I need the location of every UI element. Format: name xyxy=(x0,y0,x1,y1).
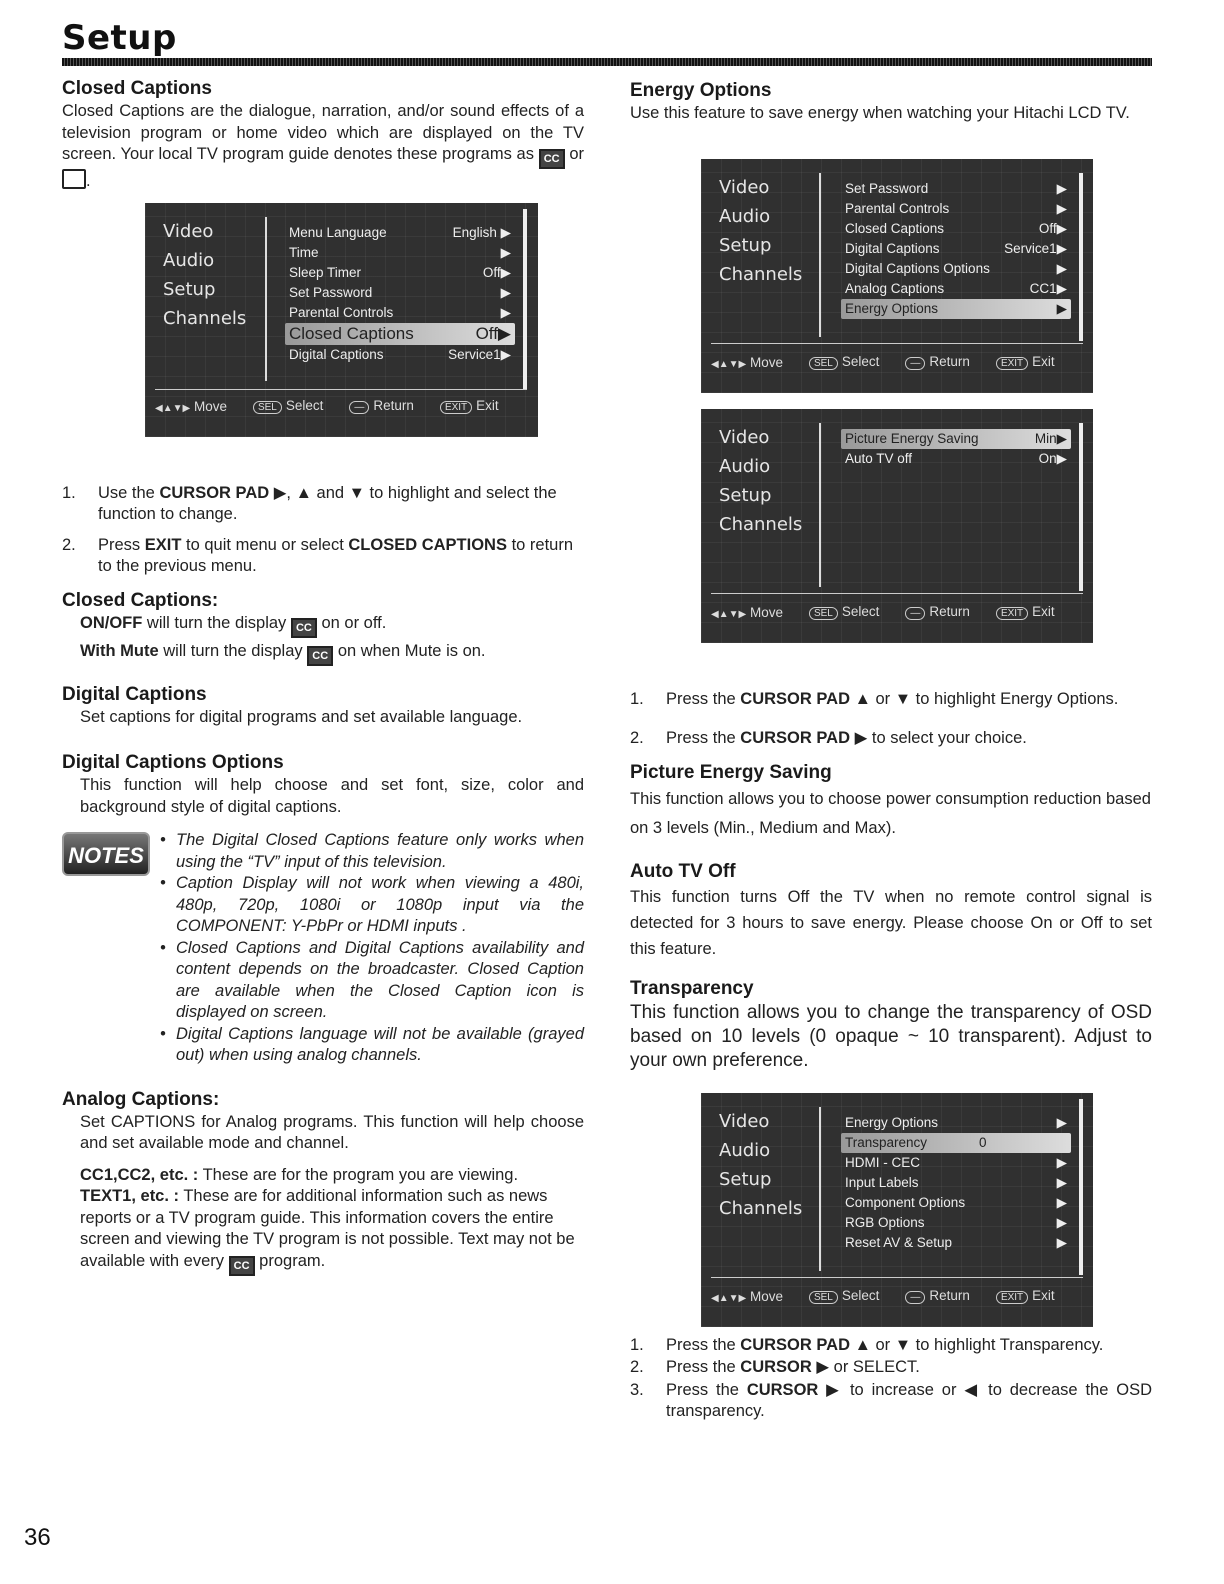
osd-category: Setup xyxy=(163,279,216,300)
closed-captions-heading: Closed Captions xyxy=(62,78,212,99)
cursor-pad-icon: ◀▲▼▶ xyxy=(155,402,191,414)
list-item: • The Digital Closed Captions feature only works when using the “TV” input of this television. xyxy=(158,830,584,873)
osd-category: Channels xyxy=(719,264,803,285)
osd-item: Parental Controls ▶ xyxy=(289,305,511,320)
osd-hint-rule xyxy=(711,1277,1083,1278)
osd-hint-bar xyxy=(155,398,499,414)
cc-icon: CC xyxy=(539,149,565,169)
osd-item: Closed Captions Off▶ xyxy=(845,221,1067,236)
osd-scrollbar xyxy=(1079,173,1083,341)
digital-captions-heading: Digital Captions xyxy=(62,683,207,705)
osd-scrollbar xyxy=(1079,1099,1083,1275)
osd-item-highlighted: Picture Energy Saving Min▶ xyxy=(841,429,1071,449)
osd-item: Set Password ▶ xyxy=(845,181,1067,196)
osd-item: Reset AV & Setup ▶ xyxy=(845,1235,1067,1250)
osd-item: Digital Captions Service1▶ xyxy=(289,347,511,362)
analog-captions-heading: Analog Captions: xyxy=(62,1088,220,1110)
list-item: 1. Press the CURSOR PAD ▲ or ▼ to highlight Energy Options. xyxy=(630,689,1119,708)
osd-item: Input Labels ▶ xyxy=(845,1175,1067,1190)
osd-item: Menu Language English ▶ xyxy=(289,225,511,240)
cc-onoff-text: ON/OFF will turn the display CC on or off. xyxy=(62,613,584,638)
caption-bubble-icon xyxy=(62,169,86,189)
return-hint: — Return xyxy=(349,398,414,414)
osd-scrollbar xyxy=(1079,423,1083,591)
cc-icon: CC xyxy=(229,1256,255,1276)
list-item: • Caption Display will not work when viewing a 480i, 480p, 720p, 1080i or 1080p input via the COMPONENT: Y-PbPr or HDMI inputs . xyxy=(158,873,584,938)
cc-mute-text: With Mute will turn the display CC on when Mute is on. xyxy=(62,641,584,666)
osd-item-highlighted: Closed Captions Off▶ xyxy=(285,323,515,345)
osd-category: Channels xyxy=(719,514,803,535)
osd-category: Audio xyxy=(719,456,771,477)
analog-captions-body: Set CAPTIONS for Analog programs. This function will help choose and set available mode and channel. xyxy=(80,1112,584,1152)
osd-category: Video xyxy=(719,177,770,198)
osd-item: Time ▶ xyxy=(289,245,511,260)
osd-category: Video xyxy=(719,427,770,448)
osd-transparency-menu xyxy=(701,1093,1093,1327)
osd-item: RGB Options ▶ xyxy=(845,1215,1067,1230)
digital-options-heading: Digital Captions Options xyxy=(62,752,284,773)
list-item: 2. Press the CURSOR ▶ or SELECT. xyxy=(630,1358,920,1376)
energy-options-body: Use this feature to save energy when watching your Hitachi LCD TV. xyxy=(630,104,1130,122)
osd-item: Energy Options ▶ xyxy=(845,1115,1067,1130)
list-item: • Digital Captions language will not be available (grayed out) when using analog channels. xyxy=(158,1024,584,1067)
select-hint: SEL Select xyxy=(809,604,879,620)
osd-divider xyxy=(819,423,821,587)
osd-item-list xyxy=(285,223,515,365)
digital-options-body: This function will help choose and set font, size, color and background style of digital captions. xyxy=(80,776,584,816)
osd-category: Audio xyxy=(719,206,771,227)
list-item: 2. Press EXIT to quit menu or select CLOSED CAPTIONS to return to the previous menu. xyxy=(62,535,574,575)
page-title: Setup xyxy=(62,18,177,58)
osd-category: Setup xyxy=(719,235,772,256)
return-hint: — Return xyxy=(905,604,970,620)
cursor-pad-icon: ◀▲▼▶ xyxy=(711,1292,747,1304)
osd-item: Component Options ▶ xyxy=(845,1195,1067,1210)
osd-category: Channels xyxy=(719,1198,803,1219)
osd-item-list xyxy=(841,429,1071,469)
list-item: 3. Press the CURSOR ▶ to increase or ◀ to decrease the OSD transparency. xyxy=(630,1380,1152,1420)
notes-list xyxy=(158,830,584,1067)
osd-divider xyxy=(819,1107,821,1271)
osd-hint-bar xyxy=(711,604,1055,620)
closed-captions-body: Closed Captions are the dialogue, narration, and/or sound effects of a television program or home video which are displayed on the TV screen. Your local TV program guide denotes these programs as CC or . xyxy=(62,102,585,190)
osd-setup-menu xyxy=(145,203,538,437)
osd-item-highlighted: Transparency 0 xyxy=(841,1133,1071,1153)
energy-steps xyxy=(630,689,1152,750)
osd-hint-rule xyxy=(711,343,1083,344)
move-hint: ◀▲▼▶ Move xyxy=(711,1288,783,1304)
list-item: 1. Use the CURSOR PAD ▶, ▲ and ▼ to highlight and select the function to change. xyxy=(62,483,557,523)
osd-item: Digital Captions Options ▶ xyxy=(845,261,1067,276)
osd-category-list xyxy=(719,423,802,539)
osd-category: Video xyxy=(719,1111,770,1132)
osd-energy-menu xyxy=(701,159,1093,393)
osd-hint-rule xyxy=(155,389,527,390)
osd-category-list xyxy=(719,173,802,289)
cc-channels-text: CC1,CC2, etc. : These are for the program you are viewing. xyxy=(80,1165,519,1184)
osd-divider xyxy=(819,173,821,337)
exit-hint: EXIT Exit xyxy=(996,604,1055,620)
exit-hint: EXIT Exit xyxy=(996,1288,1055,1304)
osd-category: Audio xyxy=(719,1140,771,1161)
osd-divider xyxy=(265,217,267,381)
move-hint: ◀▲▼▶ Move xyxy=(711,354,783,370)
exit-hint: EXIT Exit xyxy=(440,398,499,414)
picture-energy-heading: Picture Energy Saving xyxy=(630,761,832,783)
notes-box xyxy=(62,830,584,1067)
cc-icon: CC xyxy=(307,646,333,666)
osd-item: Sleep Timer Off▶ xyxy=(289,265,511,280)
osd-item-highlighted: Energy Options ▶ xyxy=(841,299,1071,319)
cc-steps xyxy=(62,483,584,578)
move-hint: ◀▲▼▶ Move xyxy=(155,398,227,414)
move-hint: ◀▲▼▶ Move xyxy=(711,604,783,620)
osd-hint-bar xyxy=(711,1288,1055,1304)
osd-hint-rule xyxy=(711,593,1083,594)
osd-item: HDMI - CEC ▶ xyxy=(845,1155,1067,1170)
cc-options-heading: Closed Captions: xyxy=(62,589,219,611)
list-item: • Closed Captions and Digital Captions availability and content depends on the broadcaster. Closed Caption are available when the Closed Caption icon is displayed on screen. xyxy=(158,938,584,1024)
osd-item: Set Password ▶ xyxy=(289,285,511,300)
osd-category-list xyxy=(719,1107,802,1223)
title-rule xyxy=(62,58,1152,66)
select-hint: SEL Select xyxy=(253,398,323,414)
osd-category: Channels xyxy=(163,308,247,329)
return-hint: — Return xyxy=(905,1288,970,1304)
osd-energy-submenu xyxy=(701,409,1093,643)
transparency-body: This function allows you to change the transparency of OSD based on 10 levels (0 opaque ~ 10 transparent). Adjust to your own preference. xyxy=(630,1001,1152,1071)
osd-item: Auto TV off On▶ xyxy=(845,451,1067,466)
osd-category: Setup xyxy=(719,1169,772,1190)
osd-category: Video xyxy=(163,221,214,242)
cc-icon: CC xyxy=(291,618,317,638)
return-hint: — Return xyxy=(905,354,970,370)
osd-scrollbar xyxy=(523,209,527,389)
select-hint: SEL Select xyxy=(809,1288,879,1304)
osd-category: Audio xyxy=(163,250,215,271)
select-hint: SEL Select xyxy=(809,354,879,370)
auto-off-body: This function turns Off the TV when no remote control signal is detected for 3 hours to save energy. Please choose On or Off to set this feature. xyxy=(630,887,1152,958)
exit-hint: EXIT Exit xyxy=(996,354,1055,370)
osd-item: Analog Captions CC1▶ xyxy=(845,281,1067,296)
osd-item-list xyxy=(841,1113,1071,1253)
osd-item: Parental Controls ▶ xyxy=(845,201,1067,216)
transparency-heading: Transparency xyxy=(630,977,754,999)
text-channels-text: TEXT1, etc. : These are for additional information such as news reports or a TV program guide. This information covers the entire screen and viewing the TV program is not possible. Text may not be available with every CC program. xyxy=(62,1186,584,1276)
transparency-steps xyxy=(630,1335,1152,1423)
page-number: 36 xyxy=(24,1524,51,1551)
energy-options-heading: Energy Options xyxy=(630,80,772,101)
picture-energy-body: This function allows you to choose power consumption reduction based on 3 levels (Min., Medium and Max). xyxy=(630,789,1151,837)
osd-item: Digital Captions Service1▶ xyxy=(845,241,1067,256)
osd-item-list xyxy=(841,179,1071,319)
notes-badge: NOTES xyxy=(62,832,150,876)
list-item: 1. Press the CURSOR PAD ▲ or ▼ to highlight Transparency. xyxy=(630,1335,1104,1354)
digital-captions-body: Set captions for digital programs and set available language. xyxy=(80,707,523,726)
osd-hint-bar xyxy=(711,354,1055,370)
auto-off-heading: Auto TV Off xyxy=(630,860,736,882)
list-item: 2. Press the CURSOR PAD ▶ to select your choice. xyxy=(630,729,1027,747)
osd-category: Setup xyxy=(719,485,772,506)
cursor-pad-icon: ◀▲▼▶ xyxy=(711,608,747,620)
cursor-pad-icon: ◀▲▼▶ xyxy=(711,358,747,370)
osd-category-list xyxy=(163,217,246,333)
